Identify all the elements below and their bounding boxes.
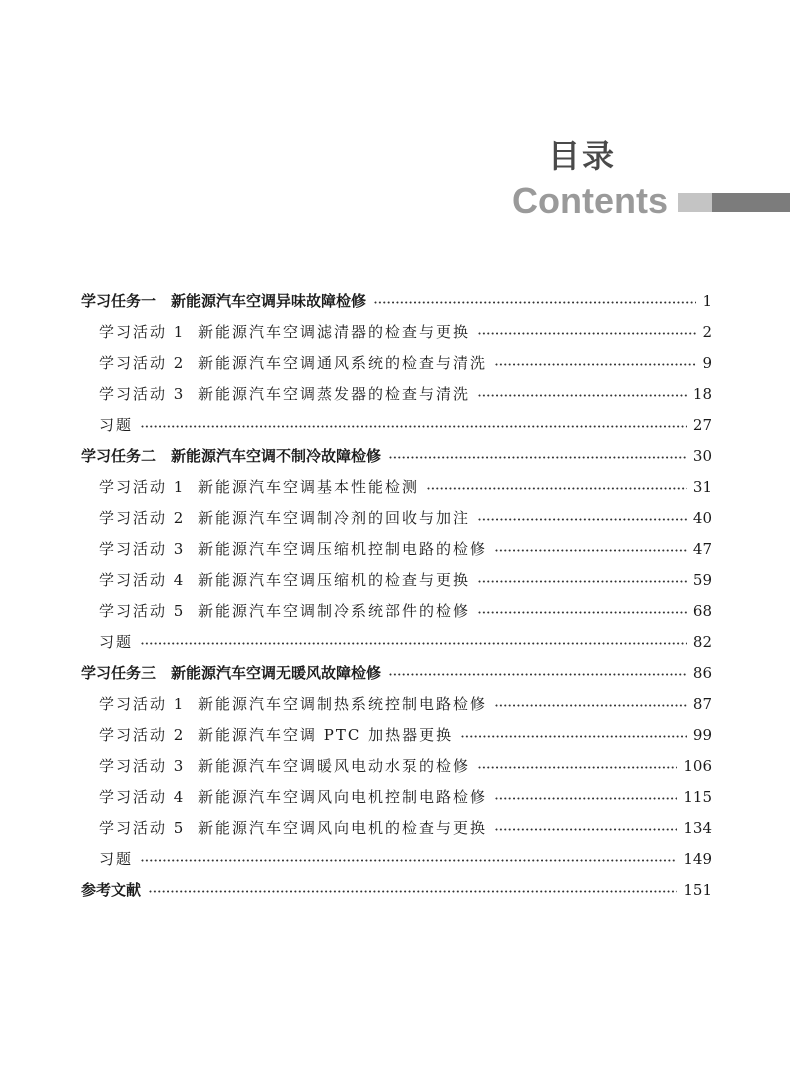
toc-entry-activity[interactable] — [0, 348, 790, 379]
toc-entry-title: 新能源汽车空调压缩机控制电路的检修 — [198, 540, 488, 558]
toc-entry-label: 学习活动 5 — [99, 602, 186, 620]
toc-entry-page-number: 9 — [702, 354, 712, 372]
toc-entry-page-number: 40 — [692, 509, 712, 527]
toc-entry-page-number: 87 — [692, 695, 712, 713]
toc-entry-title: 学习任务三 新能源汽车空调无暖风故障检修 — [81, 664, 382, 682]
toc-entry-page-number: 2 — [702, 323, 712, 341]
toc-entry-activity[interactable] — [0, 596, 790, 627]
toc-entry-label: 学习活动 2 — [99, 354, 186, 372]
dot-leader — [478, 332, 696, 335]
dot-leader — [478, 518, 687, 521]
toc-entry-activity[interactable] — [0, 720, 790, 751]
toc-entry-page-number: 151 — [683, 881, 712, 899]
toc-entry-activity[interactable] — [0, 472, 790, 503]
toc-entry-title: 新能源汽车空调暖风电动水泵的检修 — [198, 757, 471, 775]
toc-entry-activity[interactable] — [0, 379, 790, 410]
dot-leader — [141, 642, 687, 645]
toc-entry-label: 学习活动 5 — [99, 819, 186, 837]
toc-entry-exercise[interactable] — [0, 410, 790, 441]
toc-entry-title: 新能源汽车空调制热系统控制电路检修 — [198, 695, 488, 713]
toc-entry-task[interactable] — [0, 286, 790, 317]
dot-leader — [461, 735, 687, 738]
toc-entry-page-number: 68 — [692, 602, 712, 620]
toc-entry-title: 新能源汽车空调制冷剂的回收与加注 — [198, 509, 471, 527]
dot-leader — [495, 704, 687, 707]
toc-entry-page-number: 149 — [683, 850, 712, 868]
toc-entry-title: 参考文献 — [81, 881, 142, 899]
toc-entry-label: 学习活动 2 — [99, 726, 186, 744]
toc-entry-title: 学习任务二 新能源汽车空调不制冷故障检修 — [81, 447, 382, 465]
toc-entry-activity[interactable] — [0, 751, 790, 782]
toc-entry-title: 习题 — [99, 633, 134, 651]
dot-leader — [495, 549, 687, 552]
dot-leader — [141, 859, 677, 862]
dot-leader — [478, 394, 687, 397]
toc-entry-task[interactable] — [0, 441, 790, 472]
dot-leader — [149, 890, 677, 893]
toc-entry-activity[interactable] — [0, 317, 790, 348]
toc-entry-title: 学习任务一 新能源汽车空调异味故障检修 — [81, 292, 367, 310]
toc-entry-label: 学习活动 1 — [99, 323, 186, 341]
toc-entry-title: 习题 — [99, 850, 134, 868]
toc-entry-page-number: 27 — [692, 416, 712, 434]
toc-entry-title: 新能源汽车空调风向电机的检查与更换 — [198, 819, 488, 837]
toc-entry-page-number: 47 — [692, 540, 712, 558]
dot-leader — [389, 456, 687, 459]
dot-leader — [389, 673, 687, 676]
toc-entry-title: 习题 — [99, 416, 134, 434]
toc-entry-label: 学习活动 3 — [99, 540, 186, 558]
toc-entry-page-number: 99 — [692, 726, 712, 744]
dot-leader — [478, 766, 677, 769]
toc-entry-title: 新能源汽车空调 PTC 加热器更换 — [198, 726, 454, 744]
toc-entry-title: 新能源汽车空调基本性能检测 — [198, 478, 420, 496]
toc-entry-activity[interactable] — [0, 813, 790, 844]
toc-entry-title: 新能源汽车空调滤清器的检查与更换 — [198, 323, 471, 341]
toc-entry-page-number: 86 — [692, 664, 712, 682]
toc-entry-activity[interactable] — [0, 565, 790, 596]
dot-leader — [427, 487, 687, 490]
toc-entry-label: 学习活动 3 — [99, 757, 186, 775]
toc-entry-label: 学习活动 2 — [99, 509, 186, 527]
toc-entry-exercise[interactable] — [0, 627, 790, 658]
toc-entry-activity[interactable] — [0, 782, 790, 813]
toc-entry-page-number: 134 — [683, 819, 712, 837]
dot-leader — [478, 611, 687, 614]
toc-entry-page-number: 30 — [692, 447, 712, 465]
dot-leader — [141, 425, 687, 428]
toc-entry-activity[interactable] — [0, 534, 790, 565]
toc-entry-title: 新能源汽车空调风向电机控制电路检修 — [198, 788, 488, 806]
toc-entry-page-number: 82 — [692, 633, 712, 651]
dot-leader — [495, 828, 677, 831]
toc-entry-exercise[interactable] — [0, 844, 790, 875]
toc-entry-title: 新能源汽车空调压缩机的检查与更换 — [198, 571, 471, 589]
toc-entry-label: 学习活动 3 — [99, 385, 186, 403]
toc-entry-label: 学习活动 4 — [99, 571, 186, 589]
dot-leader — [374, 301, 696, 304]
page-title: 目录 — [548, 137, 617, 175]
dot-leader — [495, 363, 696, 366]
toc-entry-label: 学习活动 1 — [99, 478, 186, 496]
page-subtitle: Contents — [512, 180, 668, 221]
toc-entry-label: 学习活动 4 — [99, 788, 186, 806]
toc-entry-task[interactable] — [0, 658, 790, 689]
toc-entry-activity[interactable] — [0, 503, 790, 534]
toc-entry-page-number: 18 — [692, 385, 712, 403]
toc-entry-page-number: 59 — [692, 571, 712, 589]
toc-entry-task[interactable] — [0, 875, 790, 906]
dot-leader — [495, 797, 677, 800]
title-decoration-bar — [678, 193, 790, 212]
toc-entry-page-number: 106 — [683, 757, 712, 775]
toc-entry-page-number: 115 — [683, 788, 712, 806]
toc-entry-label: 学习活动 1 — [99, 695, 186, 713]
toc-entry-page-number: 1 — [702, 292, 712, 310]
toc-entry-activity[interactable] — [0, 689, 790, 720]
toc-entry-title: 新能源汽车空调制冷系统部件的检修 — [198, 602, 471, 620]
toc-entry-page-number: 31 — [692, 478, 712, 496]
toc-entry-title: 新能源汽车空调蒸发器的检查与清洗 — [198, 385, 471, 403]
toc-entry-title: 新能源汽车空调通风系统的检查与清洗 — [198, 354, 488, 372]
dot-leader — [478, 580, 687, 583]
